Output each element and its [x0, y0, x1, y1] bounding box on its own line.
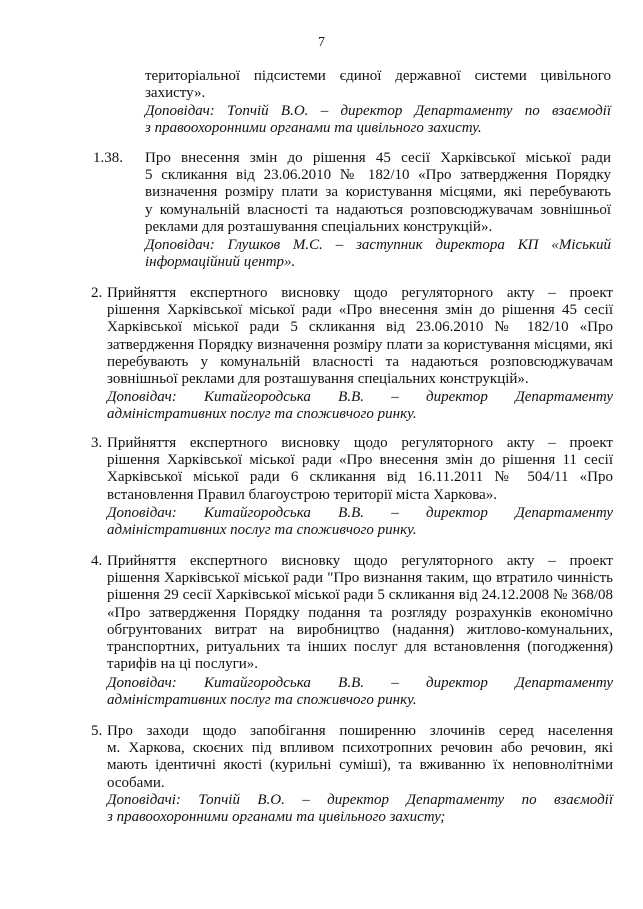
- text-line: Харківської міської ради 5 скликання від 23.06.2010 № 182/10 «Про: [107, 319, 613, 336]
- top-continuation-text: [145, 68, 611, 102]
- speaker-line: з правоохоронними органами та цивільного захисту;: [107, 809, 446, 826]
- text-line: у комунальній власності та надаються розповсюджувачам зовнішньої: [145, 201, 611, 218]
- text-line: тарифів на ці послуги».: [107, 656, 258, 673]
- text-line: Прийняття експертного висновку щодо регуляторного акту – проект: [107, 553, 613, 569]
- text-line: «Про затвердження Порядку подання та розгляду розрахунків економічно: [107, 604, 613, 621]
- text-line: затвердження Порядку визначення розміру плати за користування місцями, які: [107, 336, 613, 353]
- speaker-line: адміністративних послуг та споживчого ринку.: [107, 692, 417, 709]
- item-text: [145, 150, 611, 236]
- text-line: визначення розміру плати за користування місцями, які перебувають: [145, 184, 611, 201]
- text-line: транспортних, ритуальних та інших послуг для встановлення (погодження): [107, 639, 613, 656]
- text-line: обгрунтованих витрат на виробництво (надання) житлово-комунальних,: [107, 621, 613, 638]
- item-speaker: [107, 675, 613, 709]
- speaker-line: адміністративних послуг та споживчого ринку.: [107, 522, 417, 539]
- text-line: мають ідентичні якості (курильні суміші), та вживанню їх неповнолітніми: [107, 757, 613, 774]
- item-number: 2.: [91, 285, 103, 301]
- speaker-line: Доповідач: Топчій В.О. – директор Департаменту по взаємодії: [145, 103, 611, 119]
- text-line: Харківської міської ради 6 скликання від 16.11.2011 № 504/11 «Про: [107, 469, 613, 486]
- text-line: Про заходи щодо запобігання поширенню злочинів серед населення: [107, 723, 613, 739]
- text-line: Прийняття експертного висновку щодо регуляторного акту – проект: [107, 435, 613, 451]
- text-line: встановлення Правил благоустрою території міста Харкова».: [107, 486, 498, 503]
- text-line: 5 скликання від 23.06.2010 № 182/10 «Про затвердження Порядку: [145, 167, 611, 184]
- page-number: 7: [318, 35, 325, 50]
- item-speaker: [107, 389, 613, 423]
- speaker-line: Доповідач: Глушков М.С. – заступник директора КП «Міський: [145, 237, 611, 253]
- text-line: рішення 29 сесії Харківської міської ради 5 скликання від 24.12.2008 № 368/08: [107, 587, 613, 604]
- speaker-line: Доповідач: Китайгородська В.В. – директор Департаменту: [107, 505, 613, 521]
- speaker-line: Доповідач: Китайгородська В.В. – директор Департаменту: [107, 389, 613, 405]
- text-line: Про внесення змін до рішення 45 сесії Харківської міської ради: [145, 150, 611, 166]
- speaker-line: інформаційний центр».: [145, 254, 296, 271]
- text-line: рішення Харківської міської ради «Про внесення змін до рішення 45 сесії: [107, 302, 613, 319]
- text-line: Прийняття експертного висновку щодо регуляторного акту – проект: [107, 285, 613, 301]
- item-text: [107, 435, 613, 504]
- text-line: захисту».: [145, 85, 206, 102]
- text-line: територіальної підсистеми єдиної державної системи цивільного: [145, 68, 611, 84]
- item-number: 1.38.: [93, 150, 123, 166]
- speaker-line: Доповідачі: Топчій В.О. – директор Департаменту по взаємодії: [107, 792, 613, 808]
- item-speaker: [107, 505, 613, 539]
- text-line: перебувають у комунальній власності та надаються розповсюджувачам: [107, 353, 613, 370]
- text-line: рішення Харківської міської ради «Про внесення змін до рішення 11 сесії: [107, 452, 613, 469]
- item-text: [107, 723, 613, 792]
- speaker-line: Доповідач: Китайгородська В.В. – директор Департаменту: [107, 675, 613, 691]
- text-line: зовнішньої реклами для розташування спеціальних конструкцій».: [107, 371, 529, 388]
- item-text: [107, 285, 613, 388]
- text-line: рішення Харківської міської ради "Про визнання таким, що втратило чинність: [107, 570, 613, 587]
- item-speaker: [145, 237, 611, 271]
- item-speaker: [107, 792, 613, 826]
- text-line: м. Харкова, скоєних під впливом психотропних речовин або речовин, які: [107, 740, 613, 757]
- item-text: [107, 553, 613, 673]
- item-number: 4.: [91, 553, 103, 569]
- speaker-line: адміністративних послуг та споживчого ринку.: [107, 406, 417, 423]
- speaker-line: з правоохоронними органами та цивільного захисту.: [145, 120, 482, 137]
- item-number: 3.: [91, 435, 103, 451]
- top-speaker: [145, 103, 611, 137]
- text-line: реклами для розташування спеціальних конструкцій».: [145, 218, 493, 235]
- item-number: 5.: [91, 723, 103, 739]
- text-line: особами.: [107, 774, 165, 791]
